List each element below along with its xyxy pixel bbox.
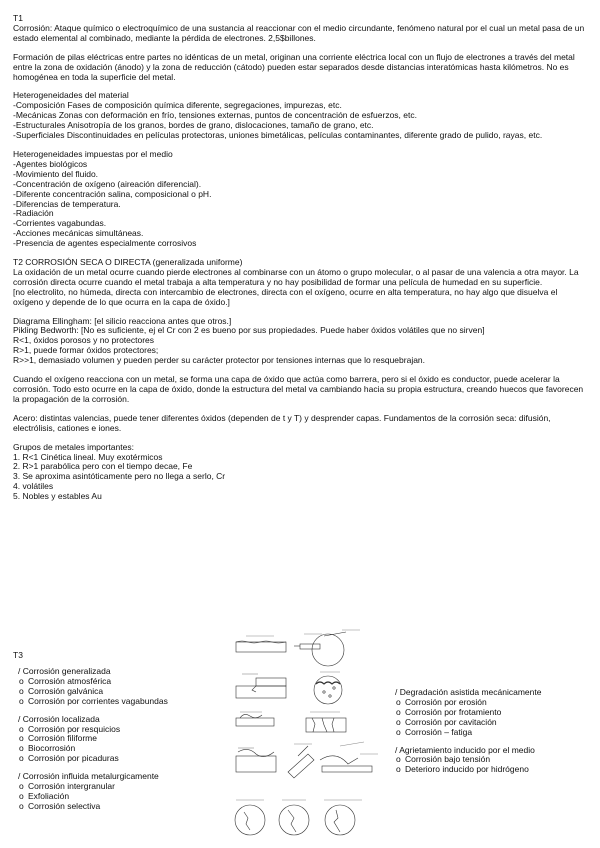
bullet: o bbox=[19, 695, 24, 706]
material-item: -Composición Fases de composición química diferente, segregaciones, impurezas, etc. bbox=[13, 100, 342, 111]
t2-note: [no electrolito, no húmeda, directa con intercambio de electrones, directa con el oxígeno, ocurre en alta temperatura, no hay algo que disuelva el oxígeno y depende de lo que ocurra en la capa de óxido.] bbox=[13, 286, 558, 307]
pitting-corrosion-sketch bbox=[314, 672, 342, 704]
bullet: o bbox=[19, 685, 24, 696]
group-item: o Corrosión filiforme bbox=[19, 733, 97, 744]
medium-item: -Corrientes vagabundas. bbox=[13, 218, 107, 229]
metal-groups-title: Grupos de metales importantes: bbox=[13, 441, 134, 452]
t3-heading: T3 bbox=[13, 650, 23, 660]
material-item: -Estructurales Anisotropía de los granos, bordes de grano, dislocaciones, tamaño de grano, etc. bbox=[13, 120, 374, 131]
t1-heading: T1 bbox=[13, 13, 23, 23]
filiform-corrosion-sketch bbox=[236, 712, 274, 726]
corrosion-group bbox=[395, 746, 595, 776]
galvanic-corrosion-sketch bbox=[294, 630, 360, 666]
bullet: o bbox=[396, 754, 401, 765]
cavitation-corrosion-sketch bbox=[320, 742, 378, 772]
pilling-line: Pikling Bedworth: [No es suficiente, ej el Cr con 2 es bueno por sus propiedades. Puede haber óxidos volátiles que no sirven] bbox=[13, 325, 485, 336]
bullet: o bbox=[396, 726, 401, 737]
group-item: o Corrosión galvánica bbox=[19, 685, 104, 696]
bullet: o bbox=[19, 723, 24, 734]
group-item: o Corrosión selectiva bbox=[19, 800, 101, 811]
pilas-paragraph: Formación de pilas eléctricas entre partes no idénticas de un metal, originan una corriente eléctrica local con un flujo de electrones a través del metal entre la zona de oxidación (ánodo) y la zona de reducción (cátodo) pueden estar separados desde distancias interatómicas hasta kilómetros. No es homogénea en toda la superficie del metal. bbox=[13, 51, 575, 82]
corrosion-group bbox=[18, 772, 233, 812]
medium-item: -Acciones mecánicas simultáneas. bbox=[13, 228, 144, 239]
medium-item: -Diferente concentración salina, composicional o pH. bbox=[13, 188, 212, 199]
medium-item: -Concentración de oxígeno (aireación diferencial). bbox=[13, 178, 202, 189]
ratio-line: R<1, óxidos porosos y no protectores bbox=[13, 335, 155, 346]
group-item: o Corrosión bajo tensión bbox=[396, 754, 491, 765]
corrosion-group bbox=[18, 715, 233, 765]
medium-item: -Agentes biológicos bbox=[13, 158, 88, 169]
t3-left-column bbox=[18, 667, 233, 820]
bullet: o bbox=[19, 743, 24, 754]
intergranular-corrosion-sketch bbox=[306, 712, 346, 732]
bullet: o bbox=[396, 764, 401, 775]
group-title: / Agrietamiento inducido por el medio bbox=[395, 744, 535, 755]
ratio-line: R>>1, demasiado volumen y pueden perder su carácter protector por tensiones internas que lo resquebrajan. bbox=[13, 355, 426, 366]
oxide-layer-paragraph: Cuando el oxígeno reacciona con un metal, se forma una capa de óxido que actúa como barrera, pero si el óxido es conductor, puede acelerar la corrosión. Todo esto ocurre en la capa de óxido, donde la estructura del metal va cambiando hacia su propia estructura, creando huecos que favorecen la propagación de la corrosión. bbox=[13, 374, 584, 404]
bullet: o bbox=[19, 675, 24, 686]
corrosion-types-illustration bbox=[228, 626, 388, 842]
medium-item: -Radiación bbox=[13, 208, 54, 219]
medium-item: -Movimiento del fluido. bbox=[13, 168, 99, 179]
fretting-corrosion-sketch bbox=[288, 744, 314, 778]
bullet: o bbox=[396, 716, 401, 727]
uniform-corrosion-sketch bbox=[236, 636, 286, 652]
group-item: o Corrosión por cavitación bbox=[396, 716, 497, 727]
ratio-line: R>1, puede formar óxidos protectores; bbox=[13, 345, 159, 356]
group-item: o Corrosión por corrientes vagabundas bbox=[19, 695, 168, 706]
t3-right-column bbox=[395, 688, 595, 783]
material-item: -Mecánicas Zonas con deformación en frío, tensiones externas, puntos de concentración de esfuerzos, etc. bbox=[13, 110, 417, 121]
group-item: o Deterioro inducido por hidrógeno bbox=[396, 764, 529, 775]
group-item: o Corrosión atmosférica bbox=[19, 675, 112, 686]
metal-group-item: 1. R<1 Cinética lineal. Muy exotérmicos bbox=[13, 451, 163, 462]
group-title: / Corrosión localizada bbox=[18, 713, 100, 724]
corrosion-group bbox=[395, 688, 595, 738]
group-title: / Corrosión generalizada bbox=[18, 666, 111, 676]
group-item: o Corrosión – fatiga bbox=[396, 726, 473, 737]
corrosion-definition: Corrosión: Ataque químico o electroquímico de una sustancia al reaccionar con el medio circundante, fenómeno natural por el cual un metal pasa de un estado elemental al combinado, mediante la pérdida de electrones. 2,5$billones. bbox=[13, 22, 585, 43]
hydrogen-damage-sketch bbox=[279, 800, 309, 835]
t1-t2-section bbox=[13, 14, 585, 502]
metal-group-item: 4. volátiles bbox=[13, 481, 54, 492]
erosion-corrosion-sketch bbox=[236, 748, 276, 772]
t2-paragraph: La oxidación de un metal ocurre cuando pierde electrones al combinarse con un átomo o grupo molecular, o al pasar de una valencia a otra mayor. La corrosión directa ocurre cuando el metal trabaja a alta temperatura y no hay posibilidad de formar una película de humedad en su superficie. bbox=[13, 266, 579, 287]
stress-corrosion-sketch bbox=[235, 800, 265, 835]
group-item: o Exfoliación bbox=[19, 790, 70, 801]
group-item: o Corrosión por erosión bbox=[396, 696, 487, 707]
bullet: o bbox=[396, 706, 401, 717]
group-item: o Corrosión por frotamiento bbox=[396, 706, 502, 717]
acero-paragraph: Acero: distintas valencias, puede tener diferentes óxidos (dependen de t y T) y desprender capas. Fundamentos de la corrosión seca: difusión, electrólisis, cationes e iones. bbox=[13, 412, 551, 433]
metal-group-item: 2. R>1 parabólica pero con el tiempo decae, Fe bbox=[13, 461, 193, 472]
crevice-corrosion-sketch bbox=[236, 674, 286, 698]
corrosion-group bbox=[18, 667, 233, 707]
group-title: / Corrosión influida metalurgicamente bbox=[18, 771, 159, 782]
bullet: o bbox=[19, 790, 24, 801]
medium-heterogeneities-title: Heterogeneidades impuestas por el medio bbox=[13, 148, 173, 159]
group-title: / Degradación asistida mecánicamente bbox=[395, 687, 542, 697]
group-item: o Biocorrosión bbox=[19, 743, 76, 754]
metal-group-item: 3. Se aproxima asintóticamente pero no llega a serlo, Cr bbox=[13, 471, 226, 482]
medium-item: -Diferencias de temperatura. bbox=[13, 198, 121, 209]
group-item: o Corrosión por resquicios bbox=[19, 723, 121, 734]
bullet: o bbox=[19, 733, 24, 744]
group-item: o Corrosión intergranular bbox=[19, 781, 115, 792]
metal-group-item: 5. Nobles y estables Au bbox=[13, 491, 102, 502]
corrosion-fatigue-sketch bbox=[324, 800, 362, 835]
bullet: o bbox=[19, 753, 24, 764]
material-item: -Superficiales Discontinuidades en películas protectoras, uniones bimetálicas, películas contaminantes, diferente grado de pulido, rayas, etc. bbox=[13, 130, 543, 141]
bullet: o bbox=[396, 696, 401, 707]
t2-heading: T2 CORROSIÓN SECA O DIRECTA (generalizada uniforme) bbox=[13, 257, 243, 268]
group-item: o Corrosión por picaduras bbox=[19, 753, 119, 764]
material-heterogeneities-title: Heterogeneidades del material bbox=[13, 90, 129, 101]
ellingham-line: Diagrama Ellingham: [el silicio reacciona antes que otros.] bbox=[13, 315, 232, 326]
bullet: o bbox=[19, 781, 24, 792]
medium-item: -Presencia de agentes especialmente corrosivos bbox=[13, 238, 197, 249]
bullet: o bbox=[19, 800, 24, 811]
